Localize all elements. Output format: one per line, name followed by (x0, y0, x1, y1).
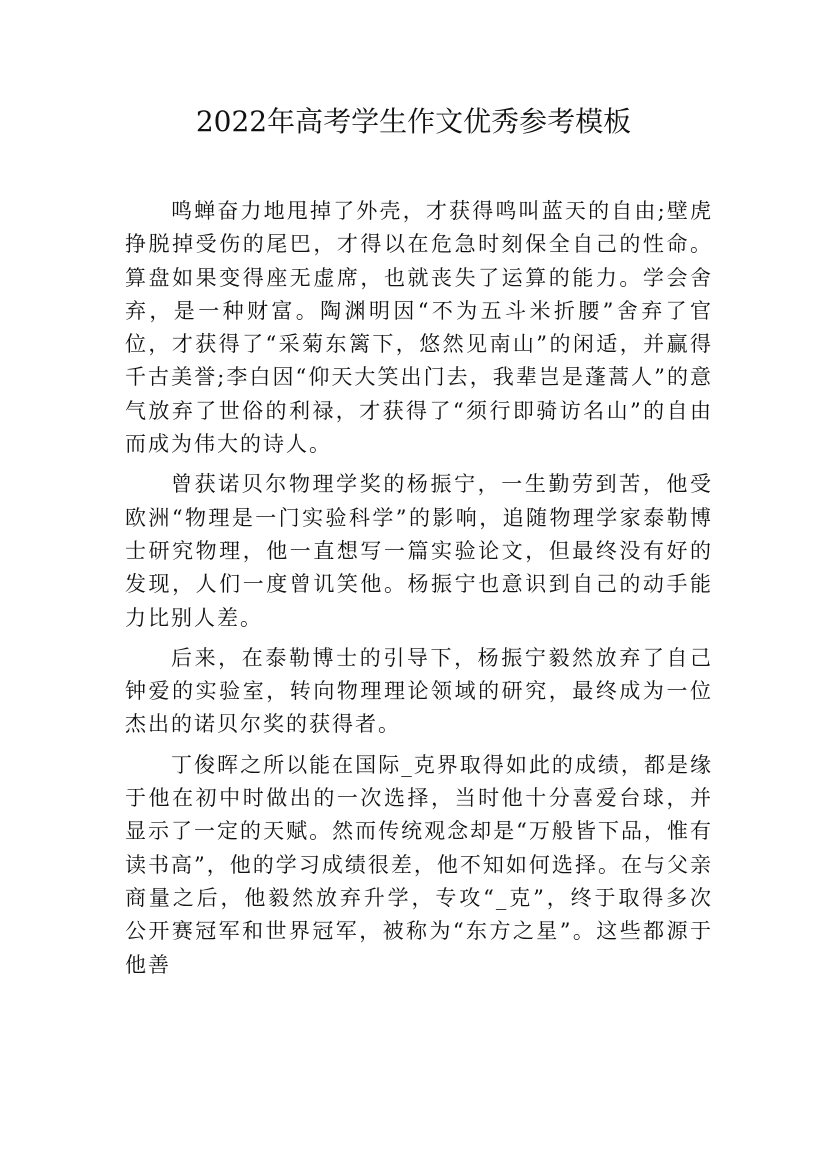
paragraph-1: 鸣蝉奋力地甩掉了外壳，才获得鸣叫蓝天的自由;壁虎挣脱掉受伤的尾巴，才得以在危急时刻保全自己的性命。算盘如果变得座无虚席，也就丧失了运算的能力。学会舍弃，是一种财富。陶渊明因“不为五斗米折腰”舍弃了官位，才获得了“采菊东篱下，悠然见南山”的闲适，并赢得千古美誉;李白因“仰天大笑出门去，我辈岂是蓬蒿人”的意气放弃了世俗的利禄，才获得了“须行即骑访名山”的自由而成为伟大的诗人。 (125, 199, 713, 457)
paragraph-4: 丁俊晖之所以能在国际_克界取得如此的成绩，都是缘于他在初中时做出的一次选择，当时他十分喜爱台球，并显示了一定的天赋。然而传统观念却是“万般皆下品，惟有读书高”，他的学习成绩很差，他不知如何选择。在与父亲商量之后，他毅然放弃升学，专攻“_克”，终于取得多次公开赛冠军和世界冠军，被称为“东方之星”。这些都源于他善 (125, 752, 713, 977)
document-title: 2022年高考学生作文优秀参考模板 (195, 105, 632, 138)
paragraph-2: 曾获诺贝尔物理学奖的杨振宁，一生勤劳到苦，他受欧洲“物理是一门实验科学”的影响，追随物理学家泰勒博士研究物理，他一直想写一篇实验论文，但最终没有好的发现，人们一度曾讥笑他。杨振宁也意识到自己的动手能力比别人差。 (125, 472, 713, 630)
document-body (125, 195, 713, 982)
paragraph-3: 后来，在泰勒博士的引导下，杨振宁毅然放弃了自己钟爱的实验室，转向物理理论领域的研究，最终成为一位杰出的诺贝尔奖的获得者。 (125, 645, 713, 737)
